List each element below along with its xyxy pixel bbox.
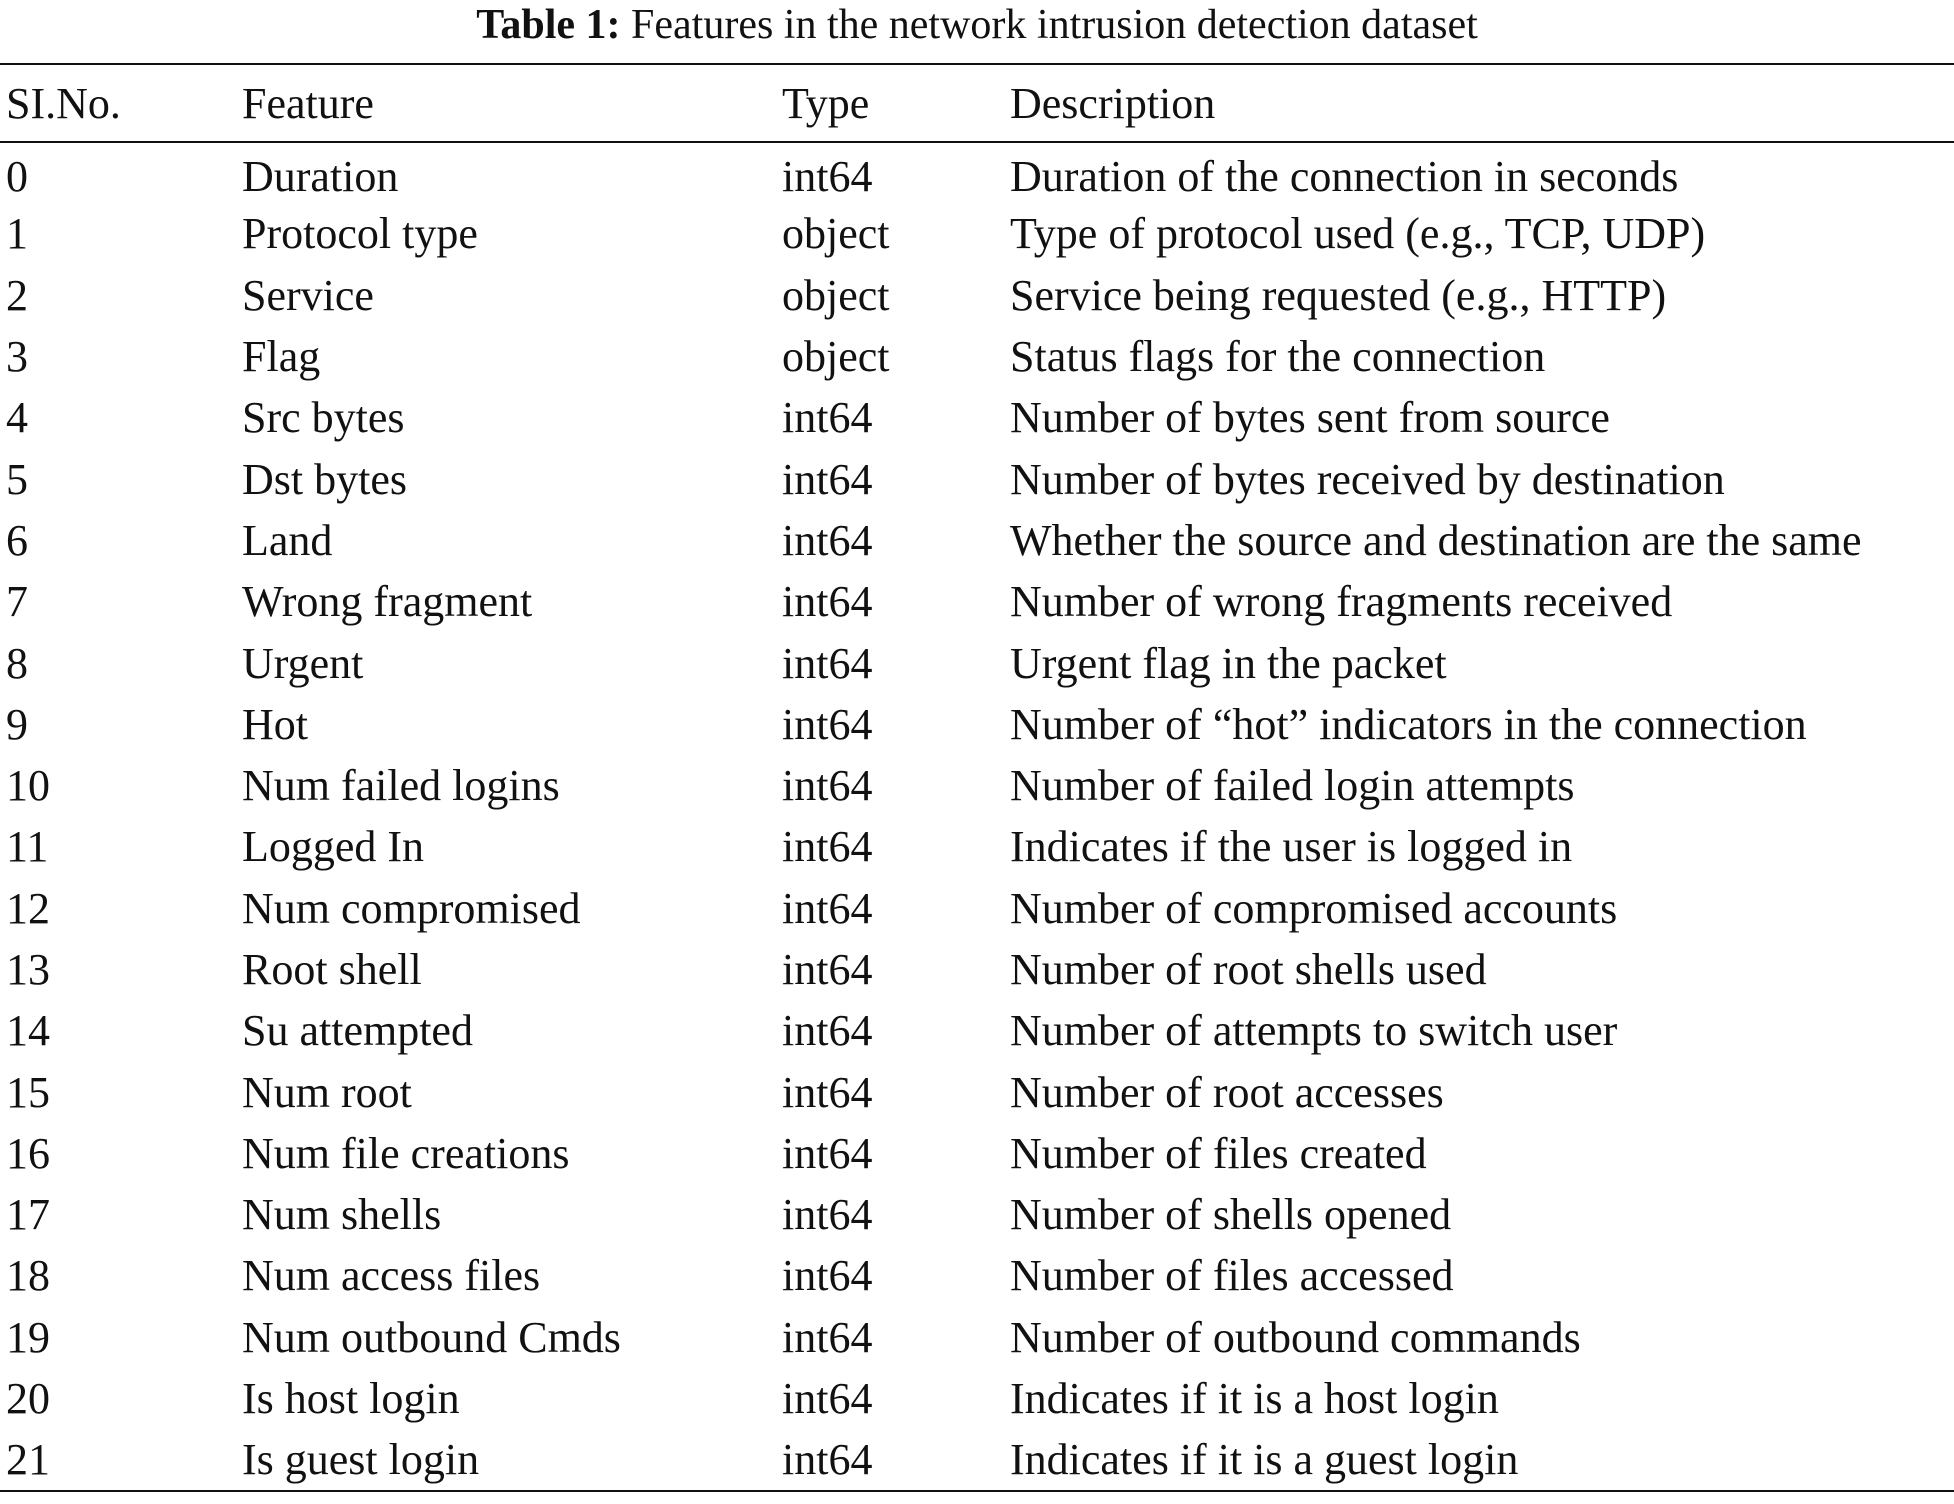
table-row bbox=[0, 632, 1954, 693]
column-header-si-no: SI.No. bbox=[6, 78, 121, 128]
cell-description: Number of wrong fragments received bbox=[1010, 577, 1673, 627]
table-row bbox=[0, 326, 1954, 387]
column-header-feature: Feature bbox=[242, 78, 374, 128]
table-row bbox=[0, 142, 1954, 203]
cell-feature: Is guest login bbox=[242, 1434, 480, 1484]
cell-type: int64 bbox=[782, 945, 873, 994]
cell-description: Number of “hot” indicators in the connection bbox=[1010, 699, 1807, 749]
cell-feature: Logged In bbox=[242, 822, 425, 872]
cell-feature: Protocol type bbox=[242, 209, 478, 259]
cell-type: int64 bbox=[782, 515, 873, 565]
cell-type: int64 bbox=[782, 883, 873, 933]
cell-feature: Num shells bbox=[242, 1190, 442, 1240]
cell-feature: Src bytes bbox=[242, 393, 405, 443]
table-row bbox=[0, 265, 1954, 326]
cell-si-no: 1 bbox=[6, 209, 28, 259]
table-row bbox=[0, 1061, 1954, 1122]
cell-type: int64 bbox=[782, 638, 873, 688]
cell-si-no: 15 bbox=[6, 1067, 50, 1117]
table-row bbox=[0, 1307, 1954, 1368]
cell-si-no: 12 bbox=[6, 883, 50, 933]
cell-description: Number of failed login attempts bbox=[1010, 761, 1575, 811]
cell-description: Number of root accesses bbox=[1010, 1067, 1444, 1117]
table-row bbox=[0, 878, 1954, 939]
cell-type: int64 bbox=[782, 699, 873, 749]
cell-type: int64 bbox=[782, 761, 873, 811]
table-row bbox=[0, 448, 1954, 509]
cell-si-no: 9 bbox=[6, 699, 28, 749]
cell-type: int64 bbox=[782, 1434, 873, 1484]
table-row bbox=[0, 203, 1954, 264]
cell-feature: Num compromised bbox=[242, 883, 581, 933]
cell-feature: Flag bbox=[242, 332, 321, 382]
cell-feature: Num access files bbox=[242, 1251, 541, 1301]
table-row bbox=[0, 510, 1954, 571]
cell-description: Number of files created bbox=[1010, 1128, 1427, 1178]
table-row bbox=[0, 387, 1954, 448]
cell-type: int64 bbox=[782, 1190, 873, 1240]
cell-type: object bbox=[782, 270, 890, 320]
cell-si-no: 5 bbox=[6, 454, 28, 504]
cell-feature: Service bbox=[242, 270, 374, 320]
cell-feature: Num outbound Cmds bbox=[242, 1312, 621, 1362]
cell-type: int64 bbox=[782, 151, 873, 201]
cell-description: Whether the source and destination are the same bbox=[1010, 515, 1862, 565]
cell-si-no: 14 bbox=[6, 1006, 50, 1056]
cell-type: object bbox=[782, 332, 890, 382]
cell-si-no: 18 bbox=[6, 1251, 50, 1301]
cell-description: Number of files accessed bbox=[1010, 1251, 1454, 1301]
cell-feature: Urgent bbox=[242, 638, 364, 688]
cell-feature: Wrong fragment bbox=[242, 577, 533, 627]
cell-type: int64 bbox=[782, 1067, 873, 1117]
cell-type: int64 bbox=[782, 1128, 873, 1178]
table-caption bbox=[0, 0, 1954, 52]
cell-si-no: 3 bbox=[6, 332, 28, 382]
cell-type: int64 bbox=[782, 577, 873, 627]
cell-description: Number of root shells used bbox=[1010, 945, 1487, 994]
column-header-description: Description bbox=[1010, 78, 1216, 128]
table-row bbox=[0, 939, 1954, 1000]
cell-si-no: 16 bbox=[6, 1128, 50, 1178]
cell-si-no: 21 bbox=[6, 1434, 50, 1484]
cell-description: Indicates if it is a host login bbox=[1010, 1374, 1499, 1424]
table-row bbox=[0, 694, 1954, 755]
cell-description: Number of attempts to switch user bbox=[1010, 1006, 1618, 1056]
column-header-type: Type bbox=[782, 78, 870, 128]
cell-si-no: 20 bbox=[6, 1374, 50, 1424]
cell-description: Number of outbound commands bbox=[1010, 1312, 1581, 1362]
table-body bbox=[0, 142, 1954, 1491]
cell-type: int64 bbox=[782, 393, 873, 443]
table-row bbox=[0, 1184, 1954, 1245]
cell-feature: Root shell bbox=[242, 945, 422, 994]
cell-description: Duration of the connection in seconds bbox=[1010, 151, 1679, 201]
cell-feature: Land bbox=[242, 515, 333, 565]
cell-description: Type of protocol used (e.g., TCP, UDP) bbox=[1010, 209, 1706, 259]
table-row bbox=[0, 1429, 1954, 1490]
cell-si-no: 0 bbox=[6, 151, 28, 201]
cell-si-no: 11 bbox=[6, 822, 49, 872]
table-row bbox=[0, 1000, 1954, 1061]
table-caption-text: Features in the network intrusion detection dataset bbox=[631, 2, 1478, 48]
cell-si-no: 10 bbox=[6, 761, 50, 811]
table-caption-label: Table 1: bbox=[476, 2, 621, 48]
table-row bbox=[0, 1368, 1954, 1429]
cell-description: Number of bytes sent from source bbox=[1010, 393, 1610, 443]
cell-si-no: 4 bbox=[6, 393, 28, 443]
table-header bbox=[0, 64, 1954, 142]
cell-description: Status flags for the connection bbox=[1010, 332, 1546, 382]
cell-si-no: 6 bbox=[6, 515, 28, 565]
cell-feature: Hot bbox=[242, 699, 308, 749]
cell-si-no: 2 bbox=[6, 270, 28, 320]
cell-type: object bbox=[782, 209, 890, 259]
table-row bbox=[0, 1245, 1954, 1306]
cell-description: Urgent flag in the packet bbox=[1010, 638, 1447, 688]
cell-si-no: 7 bbox=[6, 577, 28, 627]
cell-si-no: 19 bbox=[6, 1312, 50, 1362]
cell-type: int64 bbox=[782, 454, 873, 504]
cell-feature: Duration bbox=[242, 151, 399, 201]
cell-description: Number of shells opened bbox=[1010, 1190, 1452, 1240]
cell-type: int64 bbox=[782, 1006, 873, 1056]
cell-description: Indicates if the user is logged in bbox=[1010, 822, 1573, 872]
cell-description: Indicates if it is a guest login bbox=[1010, 1434, 1519, 1484]
cell-feature: Is host login bbox=[242, 1374, 460, 1424]
cell-si-no: 8 bbox=[6, 638, 28, 688]
cell-si-no: 17 bbox=[6, 1190, 50, 1240]
cell-si-no: 13 bbox=[6, 945, 50, 994]
cell-description: Number of bytes received by destination bbox=[1010, 454, 1725, 504]
cell-description: Number of compromised accounts bbox=[1010, 883, 1618, 933]
cell-description: Service being requested (e.g., HTTP) bbox=[1010, 270, 1667, 320]
cell-type: int64 bbox=[782, 1374, 873, 1424]
cell-type: int64 bbox=[782, 1251, 873, 1301]
cell-feature: Num root bbox=[242, 1067, 412, 1117]
features-table bbox=[0, 63, 1954, 1492]
cell-feature: Num file creations bbox=[242, 1128, 570, 1178]
cell-feature: Num failed logins bbox=[242, 761, 560, 811]
table-row bbox=[0, 571, 1954, 632]
table-row bbox=[0, 1123, 1954, 1184]
cell-feature: Su attempted bbox=[242, 1006, 473, 1056]
cell-type: int64 bbox=[782, 1312, 873, 1362]
table-row bbox=[0, 816, 1954, 877]
table-row bbox=[0, 755, 1954, 816]
header-row bbox=[0, 64, 1954, 142]
cell-type: int64 bbox=[782, 822, 873, 872]
cell-feature: Dst bytes bbox=[242, 454, 407, 504]
